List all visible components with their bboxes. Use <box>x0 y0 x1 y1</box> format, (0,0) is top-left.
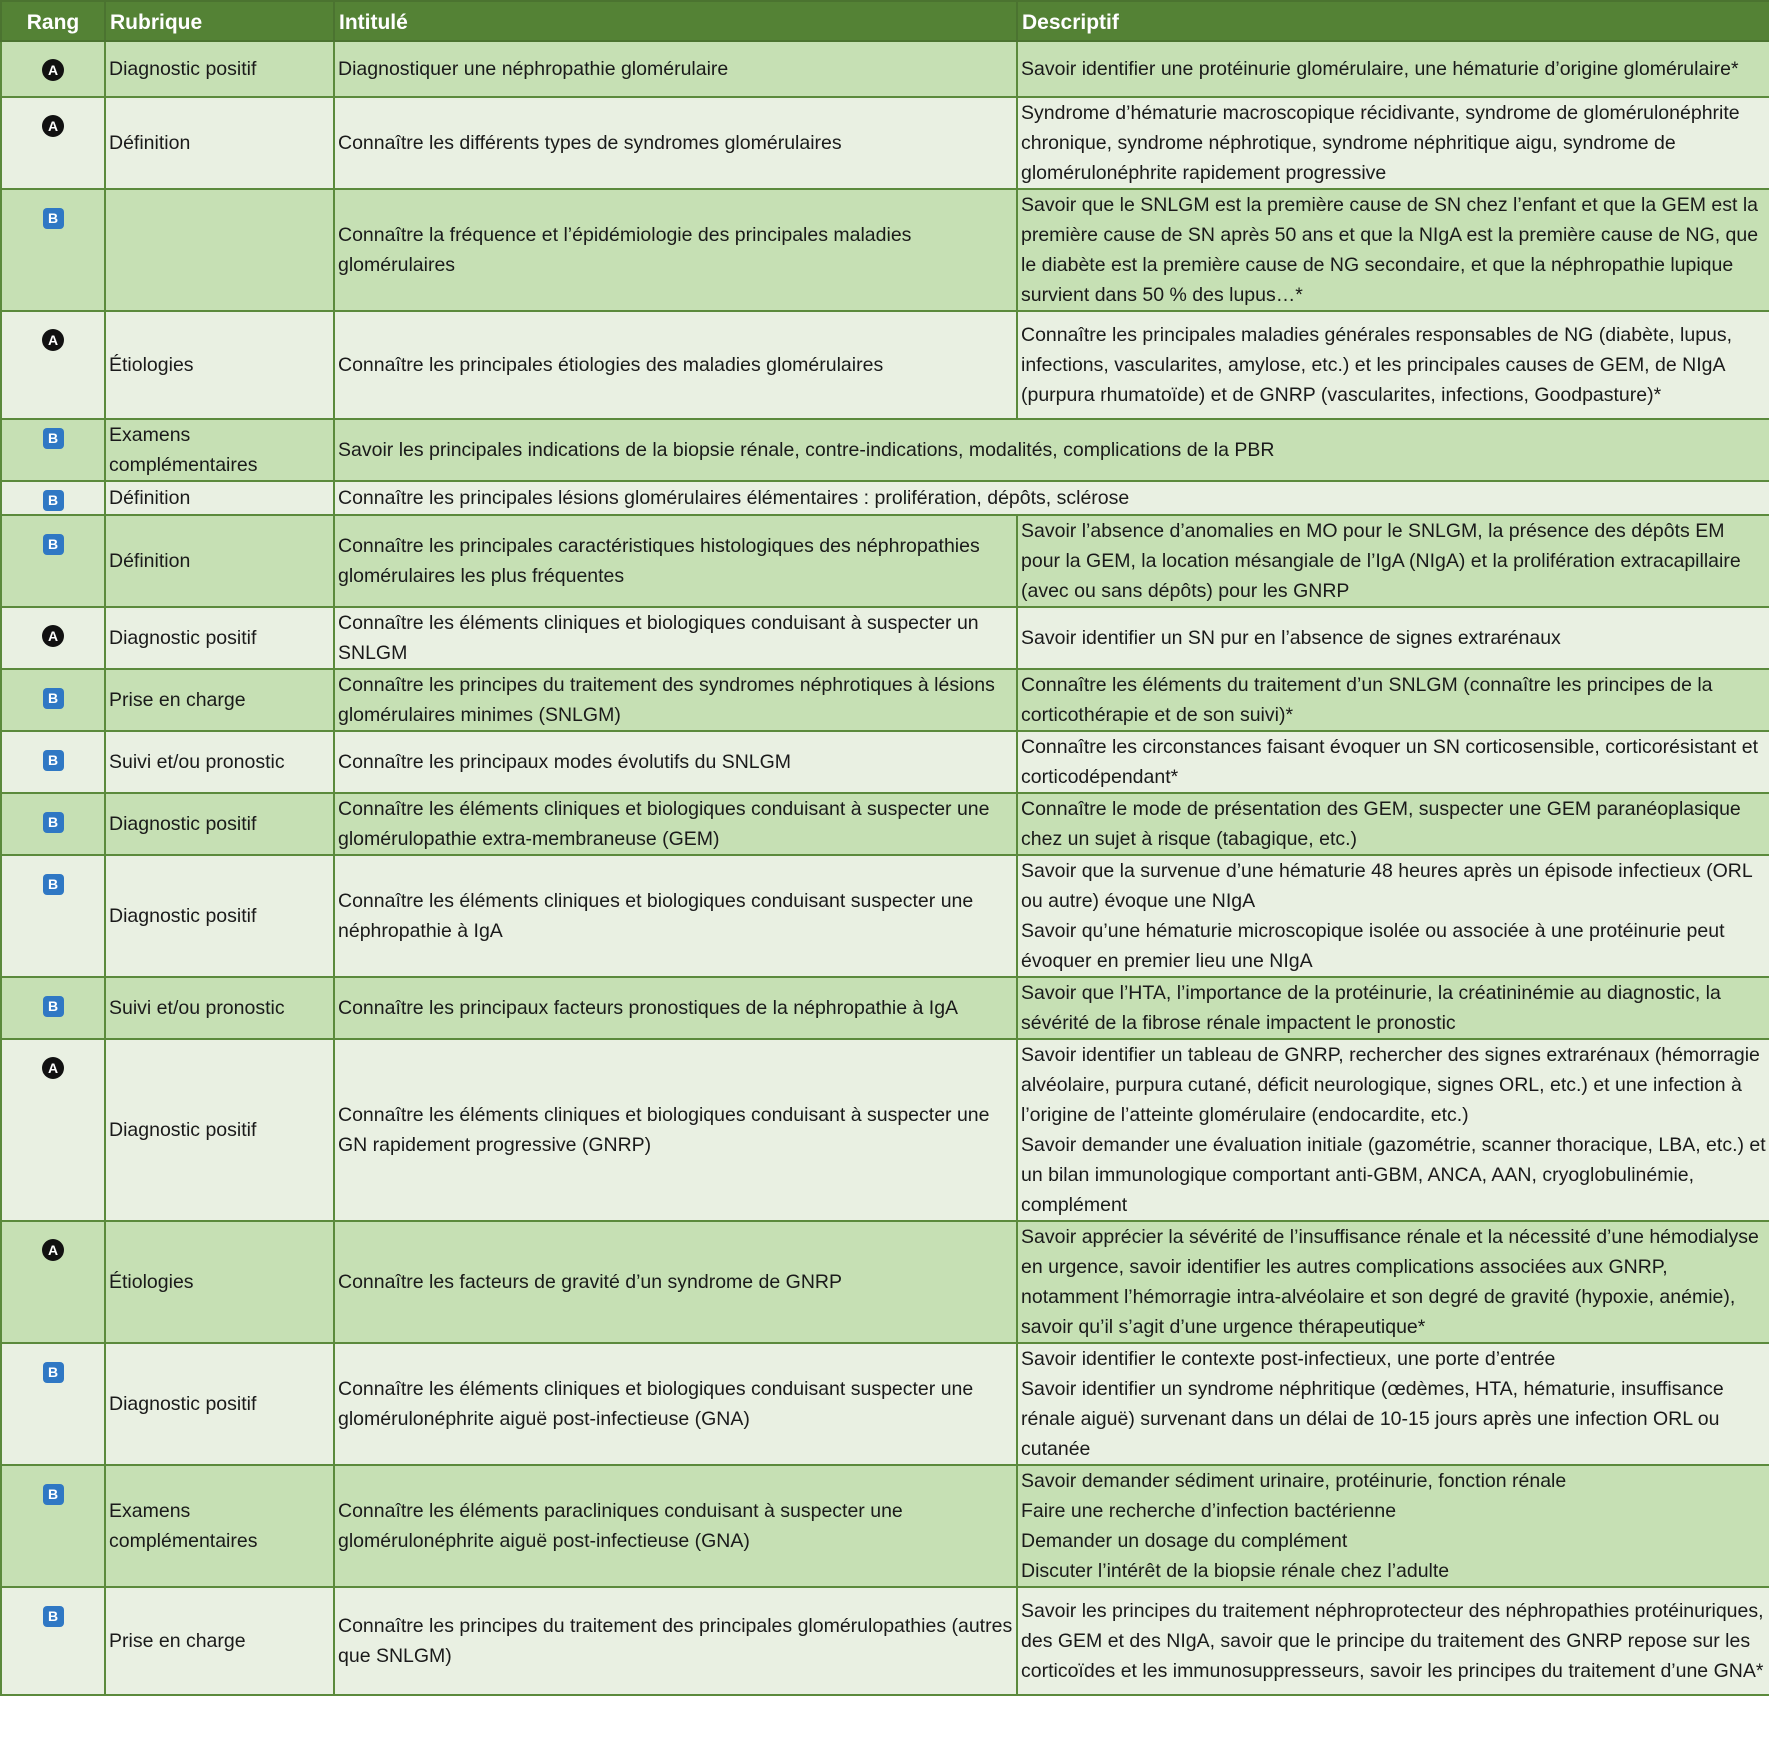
intitule-cell: Connaître les éléments cliniques et biologiques conduisant suspecter une glomérulonéphrite aiguë post-infectieuse (GNA) <box>334 1343 1017 1465</box>
descriptif-line: Savoir identifier un SN pur en l’absence de signes extrarénaux <box>1021 627 1561 649</box>
descriptif-cell <box>1017 977 1769 1039</box>
rang-b-badge-icon: B <box>43 750 64 771</box>
descriptif-line: Savoir les principes du traitement néphroprotecteur des néphropathies protéinuriques, des GEM et des NIgA, savoir que le principe du traitement des GNRP repose sur les corticoïdes et les immunosuppresseurs, savoir les principes du traitement d’une GNA* <box>1021 1600 1764 1682</box>
descriptif-line: Savoir l’absence d’anomalies en MO pour le SNLGM, la présence des dépôts EM pour la GEM, la location mésangiale de l’IgA (NIgA) et la prolifération extracapillaire (avec ou sans dépôts) pour les GNRP <box>1021 520 1741 602</box>
descriptif-line: Connaître les circonstances faisant évoquer un SN corticosensible, corticorésistant et corticodépendant* <box>1021 736 1759 788</box>
intitule-cell: Connaître les éléments cliniques et biologiques conduisant à suspecter une GN rapidement progressive (GNRP) <box>334 1039 1017 1221</box>
rang-b-badge-icon: B <box>43 208 64 229</box>
table-row <box>1 515 1769 607</box>
descriptif-line: Faire une recherche d’infection bactérienne <box>1021 1500 1397 1522</box>
header-rang: Rang <box>1 1 105 41</box>
rang-cell <box>1 669 105 731</box>
descriptif-line: Connaître les principales maladies générales responsables de NG (diabète, lupus, infections, vascularites, amylose, etc.) et les principales causes de GEM, de NIgA (purpura rhumatoïde) et de GNRP (vascularites, infections, Goodpasture)* <box>1021 324 1733 406</box>
descriptif-line: Savoir demander sédiment urinaire, protéinurie, fonction rénale <box>1021 1470 1567 1492</box>
table-row <box>1 311 1769 419</box>
intitule-cell: Connaître les différents types de syndromes glomérulaires <box>334 97 1017 189</box>
rang-a-badge-icon: A <box>42 59 64 81</box>
descriptif-cell <box>1017 607 1769 669</box>
rang-cell <box>1 189 105 311</box>
descriptif-line: Savoir identifier un tableau de GNRP, rechercher des signes extrarénaux (hémorragie alvéolaire, purpura cutané, déficit neurologique, signes ORL, etc.) et une infection à l’origine de l’atteinte glomérulaire (endocardite, etc.) <box>1021 1044 1760 1126</box>
descriptif-line: Connaître le mode de présentation des GEM, suspecter une GEM paranéoplasique chez un sujet à risque (tabagique, etc.) <box>1021 798 1741 850</box>
rubrique-cell: Examens complémentaires <box>105 1465 334 1587</box>
rubrique-cell: Définition <box>105 97 334 189</box>
table-row <box>1 1465 1769 1587</box>
rang-b-badge-icon: B <box>43 490 64 511</box>
descriptif-cell <box>1017 669 1769 731</box>
descriptif-cell <box>1017 855 1769 977</box>
rang-cell <box>1 419 105 481</box>
rang-cell <box>1 1587 105 1695</box>
rang-cell <box>1 311 105 419</box>
descriptif-cell <box>1017 731 1769 793</box>
header-intitule: Intitulé <box>334 1 1017 41</box>
descriptif-line: Savoir que le SNLGM est la première cause de SN chez l’enfant et que la GEM est la première cause de SN après 50 ans et que la NIgA est la première cause de NG, que le diabète est la première cause de NG secondaire, et que la néphropathie lupique survient dans 50 % des lupus…* <box>1021 194 1759 306</box>
rubrique-cell: Diagnostic positif <box>105 41 334 97</box>
rang-cell <box>1 515 105 607</box>
descriptif-line: Connaître les éléments du traitement d’un SNLGM (connaître les principes de la corticothérapie et de son suivi)* <box>1021 674 1713 726</box>
rang-a-badge-icon: A <box>42 1239 64 1261</box>
rang-cell <box>1 793 105 855</box>
table-row <box>1 793 1769 855</box>
table-row <box>1 1343 1769 1465</box>
rang-cell <box>1 97 105 189</box>
table-row <box>1 1587 1769 1695</box>
descriptif-line: Savoir identifier une protéinurie glomérulaire, une hématurie d’origine glomérulaire* <box>1021 58 1739 80</box>
rubrique-cell <box>105 189 334 311</box>
rang-a-badge-icon: A <box>42 1057 64 1079</box>
rubrique-cell: Diagnostic positif <box>105 607 334 669</box>
intitule-cell: Connaître les facteurs de gravité d’un syndrome de GNRP <box>334 1221 1017 1343</box>
rubrique-cell: Définition <box>105 481 334 515</box>
rang-cell <box>1 41 105 97</box>
rang-cell <box>1 977 105 1039</box>
rang-b-badge-icon: B <box>43 688 64 709</box>
table-row <box>1 977 1769 1039</box>
descriptif-line: Savoir demander une évaluation initiale (gazométrie, scanner thoracique, LBA, etc.) et un bilan immunologique comportant anti-GBM, ANCA, AAN, cryoglobulinémie, complément <box>1021 1134 1766 1216</box>
descriptif-cell <box>1017 1587 1769 1695</box>
intitule-cell: Connaître les principales caractéristiques histologiques des néphropathies glomérulaires les plus fréquentes <box>334 515 1017 607</box>
descriptif-line: Savoir que la survenue d’une hématurie 48 heures après un épisode infectieux (ORL ou autre) évoque une NIgA <box>1021 860 1752 912</box>
rang-b-badge-icon: B <box>43 812 64 833</box>
rang-cell <box>1 607 105 669</box>
rang-b-badge-icon: B <box>43 534 64 555</box>
rang-b-badge-icon: B <box>43 874 64 895</box>
rang-a-badge-icon: A <box>42 115 64 137</box>
rang-b-badge-icon: B <box>43 1362 64 1383</box>
rubrique-cell: Prise en charge <box>105 1587 334 1695</box>
rubrique-cell: Suivi et/ou pronostic <box>105 731 334 793</box>
rubrique-cell: Étiologies <box>105 1221 334 1343</box>
descriptif-line: Discuter l’intérêt de la biopsie rénale chez l’adulte <box>1021 1560 1450 1582</box>
descriptif-line: Demander un dosage du complément <box>1021 1530 1348 1552</box>
intitule-cell: Connaître les principes du traitement des principales glomérulopathies (autres que SNLGM) <box>334 1587 1017 1695</box>
rang-b-badge-icon: B <box>43 1606 64 1627</box>
rang-b-badge-icon: B <box>43 1484 64 1505</box>
table-row <box>1 1221 1769 1343</box>
header-rubrique: Rubrique <box>105 1 334 41</box>
descriptif-cell <box>1017 1343 1769 1465</box>
descriptif-cell <box>1017 793 1769 855</box>
descriptif-cell <box>1017 1465 1769 1587</box>
intitule-cell: Connaître les éléments cliniques et biologiques conduisant suspecter une néphropathie à IgA <box>334 855 1017 977</box>
intitule-cell: Connaître les principaux facteurs pronostiques de la néphropathie à IgA <box>334 977 1017 1039</box>
intitule-cell: Connaître les éléments paracliniques conduisant à suspecter une glomérulonéphrite aiguë post-infectieuse (GNA) <box>334 1465 1017 1587</box>
header-descriptif: Descriptif <box>1017 1 1769 41</box>
descriptif-line: Savoir que l’HTA, l’importance de la protéinurie, la créatininémie au diagnostic, la sévérité de la fibrose rénale impactent le pronostic <box>1021 982 1721 1034</box>
descriptif-line: Savoir apprécier la sévérité de l’insuffisance rénale et la nécessité d’une hémodialyse en urgence, savoir identifier les autres complications associées aux GNRP, notamment l’hémorragie intra-alvéolaire et son degré de gravité (hypoxie, anémie), savoir qu’il s’agit d’une urgence thérapeutique* <box>1021 1226 1759 1338</box>
descriptif-cell <box>1017 515 1769 607</box>
table-row <box>1 481 1769 515</box>
rubrique-cell: Diagnostic positif <box>105 1343 334 1465</box>
descriptif-line: Savoir identifier le contexte post-infectieux, une porte d’entrée <box>1021 1348 1556 1370</box>
header-row <box>1 1 1769 41</box>
descriptif-cell <box>1017 189 1769 311</box>
table-row <box>1 855 1769 977</box>
rang-cell <box>1 481 105 515</box>
rubrique-cell: Diagnostic positif <box>105 1039 334 1221</box>
table-row <box>1 731 1769 793</box>
descriptif-cell <box>1017 1221 1769 1343</box>
table-row <box>1 669 1769 731</box>
table-row <box>1 189 1769 311</box>
rubrique-cell: Prise en charge <box>105 669 334 731</box>
intitule-cell: Connaître la fréquence et l’épidémiologie des principales maladies glomérulaires <box>334 189 1017 311</box>
descriptif-cell <box>1017 311 1769 419</box>
rubrique-cell: Diagnostic positif <box>105 855 334 977</box>
intitule-cell: Connaître les principales étiologies des maladies glomérulaires <box>334 311 1017 419</box>
descriptif-cell <box>1017 97 1769 189</box>
rang-cell <box>1 855 105 977</box>
rubrique-cell: Étiologies <box>105 311 334 419</box>
intitule-cell: Connaître les principaux modes évolutifs du SNLGM <box>334 731 1017 793</box>
descriptif-cell <box>1017 41 1769 97</box>
rubrique-cell: Suivi et/ou pronostic <box>105 977 334 1039</box>
rang-cell <box>1 731 105 793</box>
descriptif-line: Savoir qu’une hématurie microscopique isolée ou associée à une protéinurie peut évoquer en premier lieu une NIgA <box>1021 920 1725 972</box>
table-row <box>1 97 1769 189</box>
intitule-cell: Connaître les éléments cliniques et biologiques conduisant à suspecter un SNLGM <box>334 607 1017 669</box>
table-body <box>1 41 1769 1695</box>
rang-cell <box>1 1221 105 1343</box>
descriptif-line: Syndrome d’hématurie macroscopique récidivante, syndrome de glomérulonéphrite chronique, syndrome néphrotique, syndrome néphritique aigu, syndrome de glomérulonéphrite rapidement progressive <box>1021 102 1740 184</box>
rubrique-cell: Diagnostic positif <box>105 793 334 855</box>
rang-b-badge-icon: B <box>43 428 64 449</box>
intitule-cell: Connaître les principes du traitement des syndromes néphrotiques à lésions glomérulaires minimes (SNLGM) <box>334 669 1017 731</box>
rubrique-cell: Définition <box>105 515 334 607</box>
rang-a-badge-icon: A <box>42 329 64 351</box>
rang-cell <box>1 1465 105 1587</box>
intitule-cell: Diagnostiquer une néphropathie glomérulaire <box>334 41 1017 97</box>
table-row <box>1 1039 1769 1221</box>
rang-cell <box>1 1039 105 1221</box>
table-row <box>1 607 1769 669</box>
table-row <box>1 41 1769 97</box>
intitule-cell: Savoir les principales indications de la biopsie rénale, contre-indications, modalités, complications de la PBR <box>334 419 1769 481</box>
rubrique-cell: Examens complémentaires <box>105 419 334 481</box>
intitule-cell: Connaître les éléments cliniques et biologiques conduisant à suspecter une glomérulopathie extra-membraneuse (GEM) <box>334 793 1017 855</box>
descriptif-cell <box>1017 1039 1769 1221</box>
rang-cell <box>1 1343 105 1465</box>
table-row <box>1 419 1769 481</box>
rang-b-badge-icon: B <box>43 996 64 1017</box>
rang-a-badge-icon: A <box>42 625 64 647</box>
descriptif-line: Savoir identifier un syndrome néphritique (œdèmes, HTA, hématurie, insuffisance rénale aiguë) survenant dans un délai de 10-15 jours après une infection ORL ou cutanée <box>1021 1378 1724 1460</box>
intitule-cell: Connaître les principales lésions glomérulaires élémentaires : prolifération, dépôts, sclérose <box>334 481 1769 515</box>
